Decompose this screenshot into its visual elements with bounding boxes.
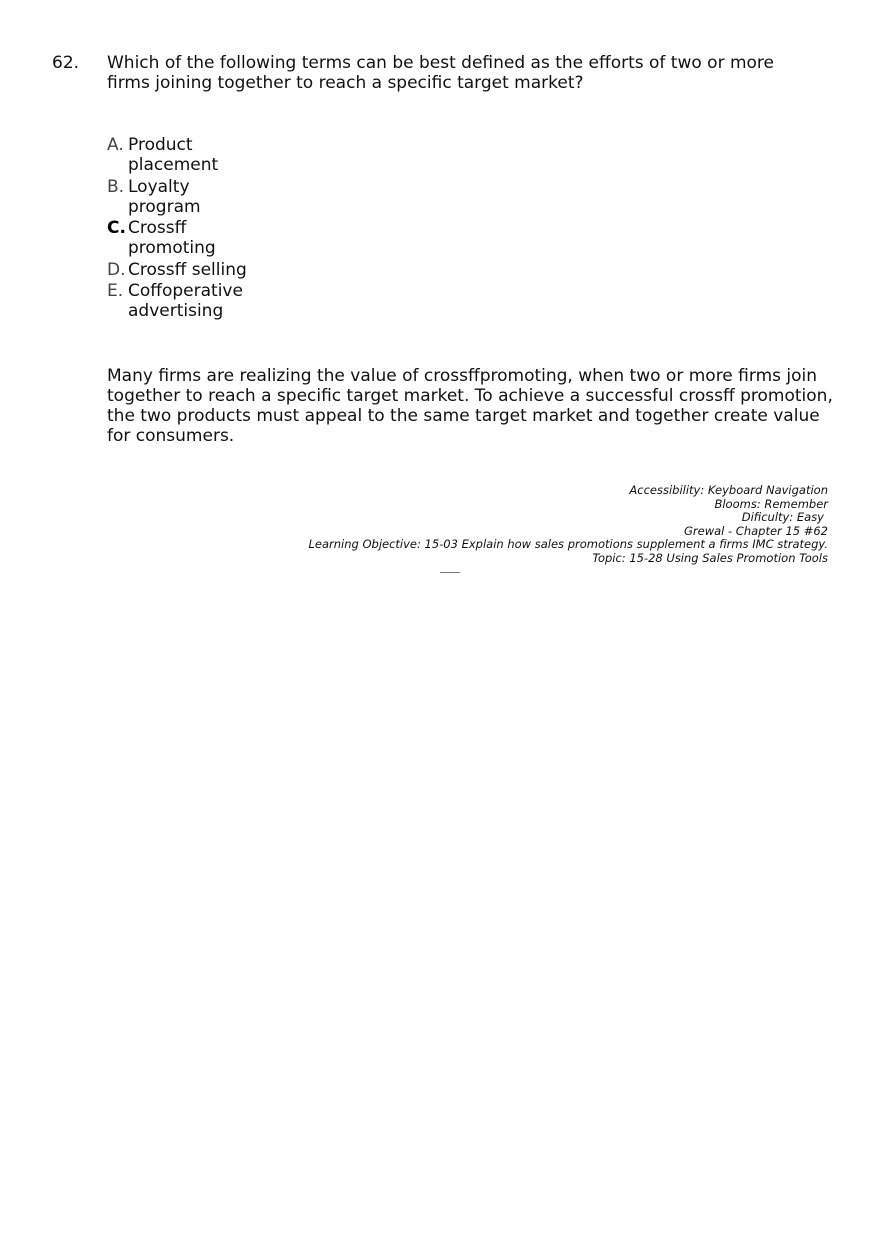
question-number: 62. [52, 53, 80, 73]
choice-text: Loyalty program [128, 176, 201, 217]
divider [440, 572, 460, 573]
choice-text: Crossff selling [128, 259, 247, 280]
meta-source: Grewal - Chapter 15 #62 [683, 523, 828, 538]
answer-choices [107, 135, 307, 323]
meta-blooms: Blooms: Remember [714, 496, 828, 511]
choice-letter: E. [107, 281, 124, 301]
meta-difficulty: Dificulty: Easy [741, 510, 824, 524]
choice-letter: D. [107, 259, 126, 280]
choice-e [107, 281, 307, 321]
choice-text: Crossff promoting [128, 218, 216, 258]
choice-text: Product placement [128, 135, 219, 175]
choice-a [107, 135, 307, 175]
choice-text: Coffoperative advertising [128, 281, 243, 321]
choice-b [107, 177, 307, 217]
answer-explanation: Many firms are realizing the value of crossffpromoting, when two or more firms join together to reach a specific target market. To achieve a successful crossff promotion, the two products must appeal to the same target market and together create value for consumers. [107, 366, 833, 446]
choice-c-correct [107, 218, 307, 258]
question-text: Which of the following terms can be best defined as the efforts of two or more firms joining together to reach a specific target market? [107, 53, 775, 93]
choice-d [107, 260, 307, 280]
meta-learning-objective: Learning Objective: 15-03 Explain how sales promotions supplement a firms IMC strategy. [308, 537, 828, 551]
choice-letter: A. [107, 135, 124, 155]
choice-letter-correct: C. [107, 218, 126, 238]
choice-letter: B. [107, 176, 125, 197]
meta-topic: Topic: 15-28 Using Sales Promotion Tools [592, 550, 828, 565]
question-metadata [268, 484, 828, 565]
meta-accessibility: Accessibility: Keyboard Navigation [629, 483, 828, 497]
